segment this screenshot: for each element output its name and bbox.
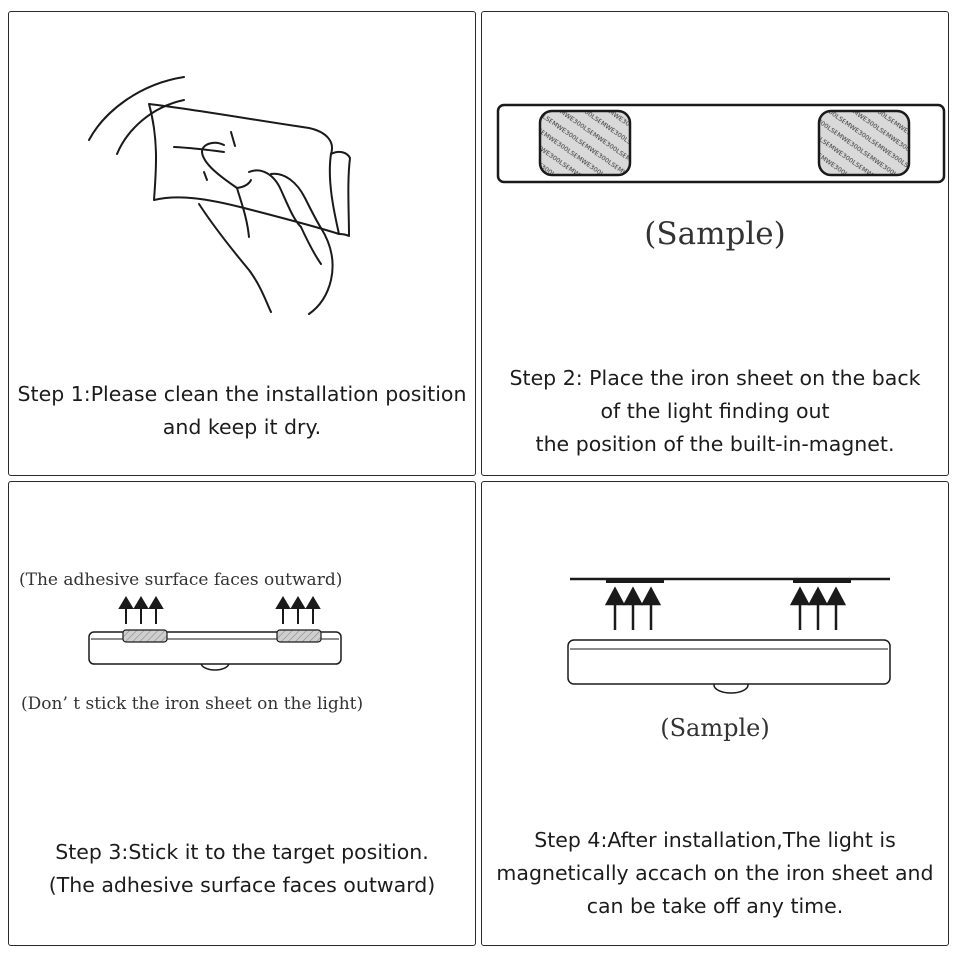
step-2-panel: [481, 11, 949, 476]
iron-sheet-left: [606, 579, 664, 583]
adhesive-pad-right: [277, 630, 321, 642]
adhesive-pad-left: [123, 630, 167, 642]
step-1-text: [9, 378, 475, 444]
magnet-pad-right: [819, 111, 909, 175]
step-1-line-2: and keep it dry.: [162, 415, 322, 439]
step-3-line-1: Step 3:Stick it to the target position.: [55, 840, 429, 864]
step-4-text: [482, 824, 948, 923]
adhesive-note: (The adhesive surface faces outward): [19, 570, 343, 590]
magnet-pad-left: [540, 111, 630, 175]
step-1-panel: [8, 11, 476, 476]
light-back-with-magnet-pads: [482, 12, 950, 192]
step-4-panel: [481, 481, 949, 946]
step-4-line-3: can be take off any time.: [586, 894, 844, 918]
hand-wiping-cloth-illustration: [9, 12, 477, 342]
iron-sheet-right: [793, 579, 851, 583]
step-4-line-1: Step 4:After installation,The light is: [534, 828, 896, 852]
sample-label: (Sample): [660, 714, 770, 742]
step-3-panel: [8, 481, 476, 946]
step-4-line-2: magnetically accach on the iron sheet and: [496, 861, 934, 885]
step-2-text: [482, 362, 948, 461]
step-2-line-3: the position of the built-in-magnet.: [535, 432, 895, 456]
step-3-text: [9, 836, 475, 902]
light-with-adhesive-pads: [9, 482, 477, 682]
step-2-line-2: of the light finding out: [600, 399, 830, 423]
sample-label: (Sample): [644, 216, 786, 252]
warning-note: (Don’ t stick the iron sheet on the light): [21, 694, 364, 714]
light-attached-to-iron-sheet: [482, 482, 950, 712]
step-1-line-1: Step 1:Please clean the installation position: [17, 382, 467, 406]
step-2-line-1: Step 2: Place the iron sheet on the back: [509, 366, 921, 390]
step-3-line-2: (The adhesive surface faces outward): [48, 873, 436, 897]
